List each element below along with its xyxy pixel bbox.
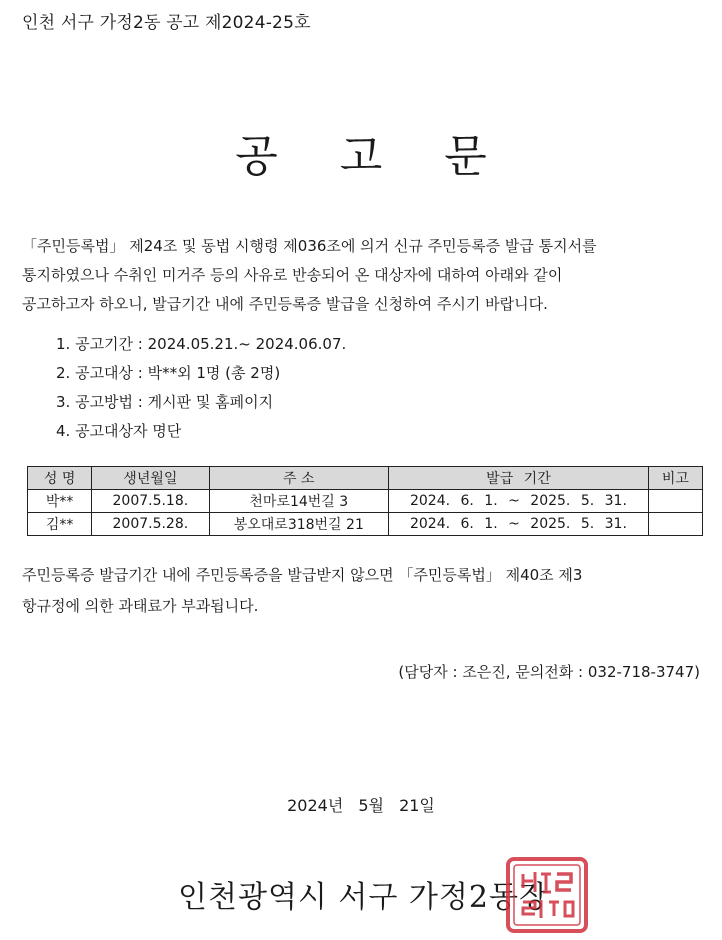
col-birth-header: 생년월일	[92, 467, 209, 490]
cell-address: 봉오대로318번길 21	[209, 513, 389, 536]
penalty-line: 항규정에 의한 과태료가 부과됩니다.	[22, 597, 259, 615]
official-seal-icon	[505, 856, 589, 934]
col-name-header: 성 명	[28, 467, 92, 490]
intro-line: 공고하고자 하오니, 발급기간 내에 주민등록증 발급을 신청하여 주시기 바랍니다.	[22, 295, 548, 313]
cell-birth: 2007.5.28.	[92, 513, 209, 536]
intro-paragraph	[22, 232, 698, 319]
table-header-row	[28, 467, 703, 490]
penalty-notice	[22, 560, 712, 622]
notice-item-method: 3. 공고방법 : 게시판 및 홈페이지	[56, 393, 274, 411]
cell-period: 2024. 6. 1. ~ 2025. 5. 31.	[389, 490, 649, 513]
penalty-line: 주민등록증 발급기간 내에 주민등록증을 발급받지 않으면 「주민등록법」 제40조 제3	[22, 566, 583, 584]
document-title: 공 고 문	[235, 131, 511, 182]
col-note-header: 비고	[648, 467, 702, 490]
notice-item-period: 1. 공고기간 : 2024.05.21.~ 2024.06.07.	[56, 335, 347, 353]
issuer-name: 인천광역시 서구 가정2동장	[178, 880, 549, 915]
cell-period: 2024. 6. 1. ~ 2025. 5. 31.	[389, 513, 649, 536]
intro-line: 통지하였으나 수취인 미거주 등의 사유로 반송되어 온 대상자에 대하여 아래와 같이	[22, 266, 563, 284]
notice-item-list: 4. 공고대상자 명단	[56, 422, 182, 440]
notice-item-target: 2. 공고대상 : 박**외 1명 (총 2명)	[56, 364, 281, 382]
notice-items	[56, 330, 346, 446]
table-row	[28, 513, 703, 536]
col-address-header: 주 소	[209, 467, 389, 490]
contact-info: (담당자 : 조은진, 문의전화 : 032-718-3747)	[398, 663, 700, 681]
cell-name: 김**	[28, 513, 92, 536]
notice-date: 2024년 5월 21일	[287, 796, 435, 815]
cell-note	[648, 513, 702, 536]
notice-number: 인천 서구 가정2동 공고 제2024-25호	[22, 13, 311, 33]
cell-note	[648, 490, 702, 513]
cell-address: 천마로14번길 3	[209, 490, 389, 513]
col-period-header: 발급 기간	[389, 467, 649, 490]
table-row	[28, 490, 703, 513]
target-list-table	[27, 466, 703, 536]
cell-birth: 2007.5.18.	[92, 490, 209, 513]
intro-line: 「주민등록법」 제24조 및 동법 시행령 제036조에 의거 신규 주민등록증 발급 통지서를	[22, 237, 597, 255]
cell-name: 박**	[28, 490, 92, 513]
